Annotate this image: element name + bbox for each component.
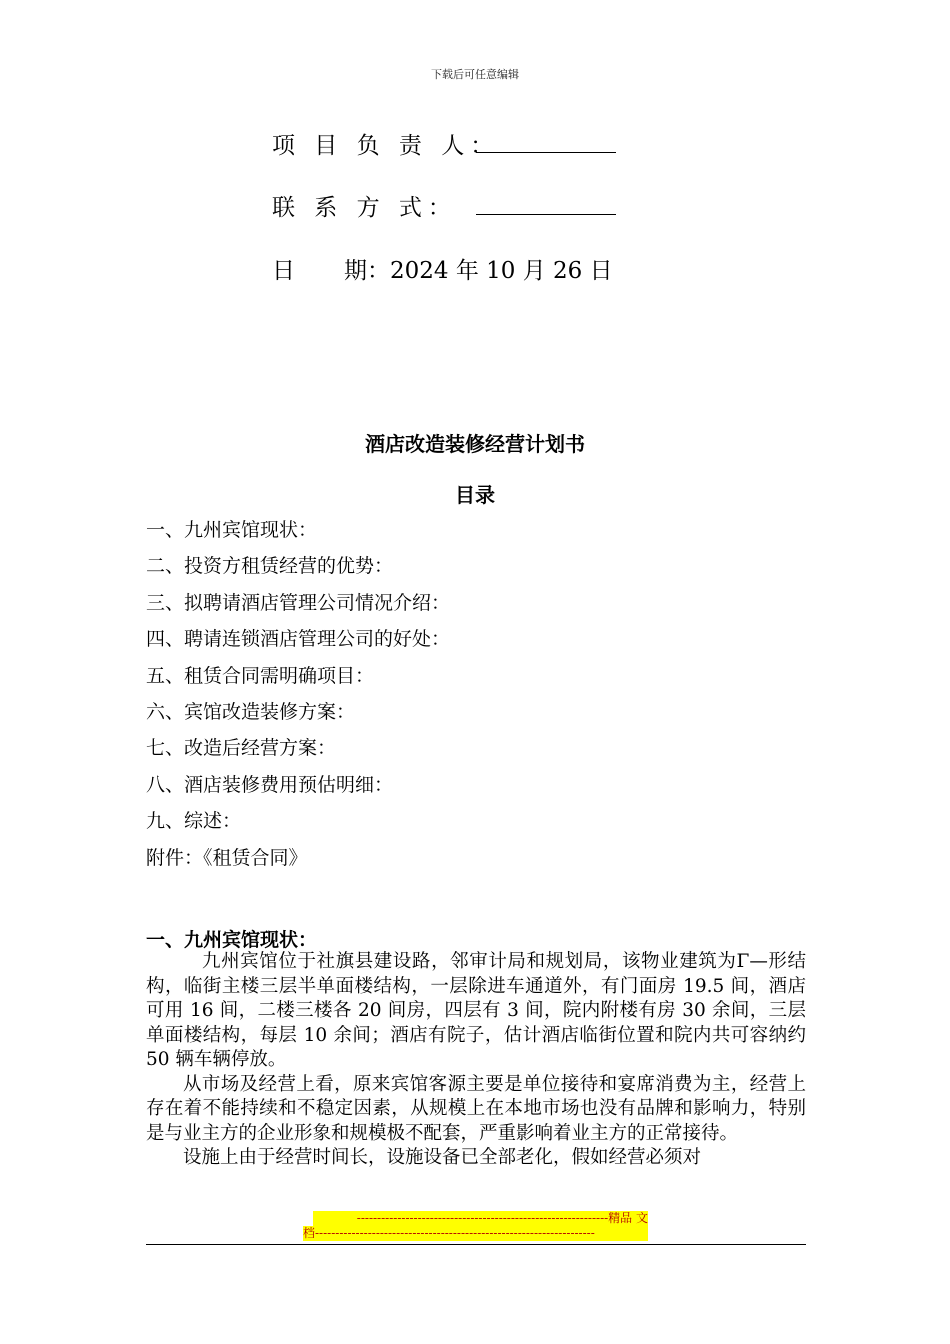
date-label: 日 — [272, 258, 295, 284]
section-heading: 一、九州宾馆现状： — [146, 929, 318, 951]
body-paragraph: 从市场及经营上看，原来宾馆客源主要是单位接待和宴席消费为主，经营上存在着不能持续和不稳定因素，从规模上在本地市场也没有品牌和影响力，特别是与业主方的企业形象和规模极不配套，严重影响着业主方的正常接待。 — [146, 1073, 806, 1144]
body-paragraph: 九州宾馆位于社旗县建设路，邻审计局和规划局，该物业建筑为Γ—形结构，临街主楼三层半单面楼结构，一层除进车通道外，有门面房 19.5 间，酒店可用 16 间，二楼三楼各 20 间房，四层有 3 间，院内附楼有房 30 余间，三层单面楼结构，每层 10 余间；酒店有院子，估计酒店临街位置和院内共可容纳约 50 辆车辆停放。 — [146, 951, 806, 1070]
body-paragraph: 设施上由于经营时间长，设施设备已全部老化，假如经营必须对 — [183, 1147, 702, 1168]
owner-label-text: 项 目 负 责 人： — [272, 133, 500, 159]
date-label-2: 期： — [344, 258, 390, 284]
table-of-contents — [146, 512, 450, 876]
footer-divider — [146, 1244, 806, 1245]
cover-date — [272, 252, 613, 285]
section-body — [146, 950, 806, 1171]
cover-owner-label — [272, 127, 499, 160]
toc-item: 九、综述： — [146, 810, 242, 833]
toc-item: 八、酒店装修费用预估明细： — [146, 773, 394, 796]
contact-label-text: 联 系 方 式： — [272, 195, 457, 221]
contact-blank-line — [476, 214, 616, 215]
toc-item: 附件：《租赁合同》 — [146, 846, 308, 869]
footer-line-1: --------------------------------------------------------------精品 文 — [313, 1211, 648, 1226]
header-note: 下载后可任意编辑 — [431, 68, 519, 81]
toc-item: 一、九州宾馆现状： — [146, 519, 318, 541]
footer-watermark — [303, 1211, 648, 1241]
toc-item: 五、租赁合同需明确项目： — [146, 664, 375, 687]
toc-item: 二、投资方租赁经营的优势： — [146, 555, 394, 578]
document-title: 酒店改造装修经营计划书 — [365, 432, 585, 456]
date-value: 2024 年 10 月 26 日 — [390, 258, 613, 284]
cover-contact-label — [272, 189, 457, 222]
owner-blank-line — [476, 152, 616, 153]
toc-title: 目录 — [455, 483, 495, 507]
toc-item: 三、拟聘请酒店管理公司情况介绍： — [146, 591, 451, 614]
toc-item: 七、改造后经营方案： — [146, 737, 337, 760]
toc-item: 六、宾馆改造装修方案： — [146, 700, 356, 723]
toc-item: 四、聘请连锁酒店管理公司的好处： — [146, 628, 451, 651]
footer-line-2: 档--------------------------------------------------------------------- — [303, 1226, 648, 1241]
